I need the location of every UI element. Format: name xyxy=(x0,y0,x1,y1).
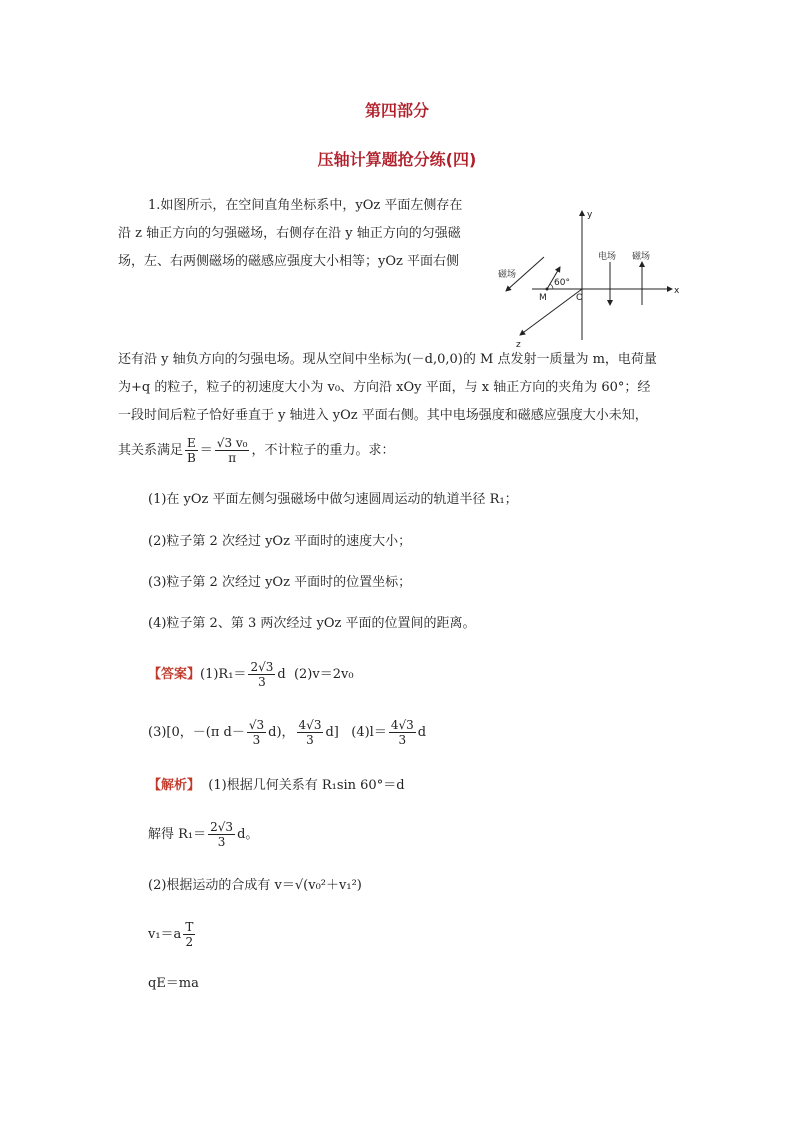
page-title: 压轴计算题抢分练(四) xyxy=(317,150,477,169)
answer-label: 【答案】 xyxy=(148,667,201,682)
z-axis-label: z xyxy=(516,340,521,350)
answer-line-1: 【答案】(1)R₁＝ $\frac{2√3}{3}$ d (2)v＝2v₀ xyxy=(148,660,354,689)
analysis-line-2: 解得 R₁＝ $\frac{2√3}{3}$ d。 xyxy=(148,820,259,849)
analysis-label: 【解析】 xyxy=(148,778,201,793)
analysis-line-4: v₁＝a $\frac{T}{2}$ xyxy=(148,920,194,949)
question-4: (4)粒子第 2、第 3 两次经过 yOz 平面的位置间的距离。 xyxy=(148,616,476,631)
analysis-line-3: (2)根据运动的合成有 v＝√(v₀²＋v₁²) xyxy=(148,878,362,893)
question-1: (1)在 yOz 平面左侧匀强磁场中做匀速圆周运动的轨道半径 R₁； xyxy=(148,492,518,507)
z-axis xyxy=(520,289,582,335)
problem-line-3: 场，左、右两侧磁场的磁感应强度大小相等；yOz 平面右侧 xyxy=(118,254,459,269)
problem-line-4: 还有沿 y 轴负方向的匀强电场。现从空间中坐标为(－d,0,0)的 M 点发射一质量为 m，电荷量 xyxy=(118,352,657,367)
angle-label: 60° xyxy=(554,278,570,288)
x-axis-label: x xyxy=(674,286,680,296)
y-axis-label: y xyxy=(587,210,593,220)
coordinate-diagram xyxy=(492,205,692,350)
answer-line-2: (3)[0，－(π d－ $\frac{√3}{3}$ d)， $\frac{4√3}{3}$ d] (4)l＝ $\frac{4√3}{3}$ d xyxy=(148,718,427,747)
left-field-label: 磁场 xyxy=(498,270,517,280)
question-3: (3)粒子第 2 次经过 yOz 平面时的位置坐标； xyxy=(148,575,412,590)
question-2: (2)粒子第 2 次经过 yOz 平面时的速度大小； xyxy=(148,534,412,549)
section-heading: 第四部分 xyxy=(364,101,429,120)
problem-line-5: 为+q 的粒子，粒子的初速度大小为 v₀、方向沿 xOy 平面，与 x 轴正方向的夹角为 60°；经 xyxy=(118,380,651,395)
analysis-line-5: qE＝ma xyxy=(148,976,199,991)
analysis-line-1: 【解析】 (1)根据几何关系有 R₁sin 60°＝d xyxy=(148,778,405,793)
e-field-label: 电场 xyxy=(598,252,617,262)
problem-line-7: 其关系满足 $\frac{E}{B}$ ＝ $\frac{\text{√3 v₀}}{\pi}$ ，不计粒子的重力。求： xyxy=(118,436,395,465)
problem-line-2: 沿 z 轴正方向的匀强磁场，右侧存在沿 y 轴正方向的匀强磁 xyxy=(118,226,461,241)
right-field-label: 磁场 xyxy=(632,252,651,262)
point-m-label: M xyxy=(539,293,547,303)
problem-line-6: 一段时间后粒子恰好垂直于 y 轴进入 yOz 平面右侧。其中电场强度和磁感应强度大小未知， xyxy=(118,408,648,423)
problem-line-1: 1.如图所示，在空间直角坐标系中，yOz 平面左侧存在 xyxy=(148,198,463,213)
origin-label: O xyxy=(576,293,584,303)
